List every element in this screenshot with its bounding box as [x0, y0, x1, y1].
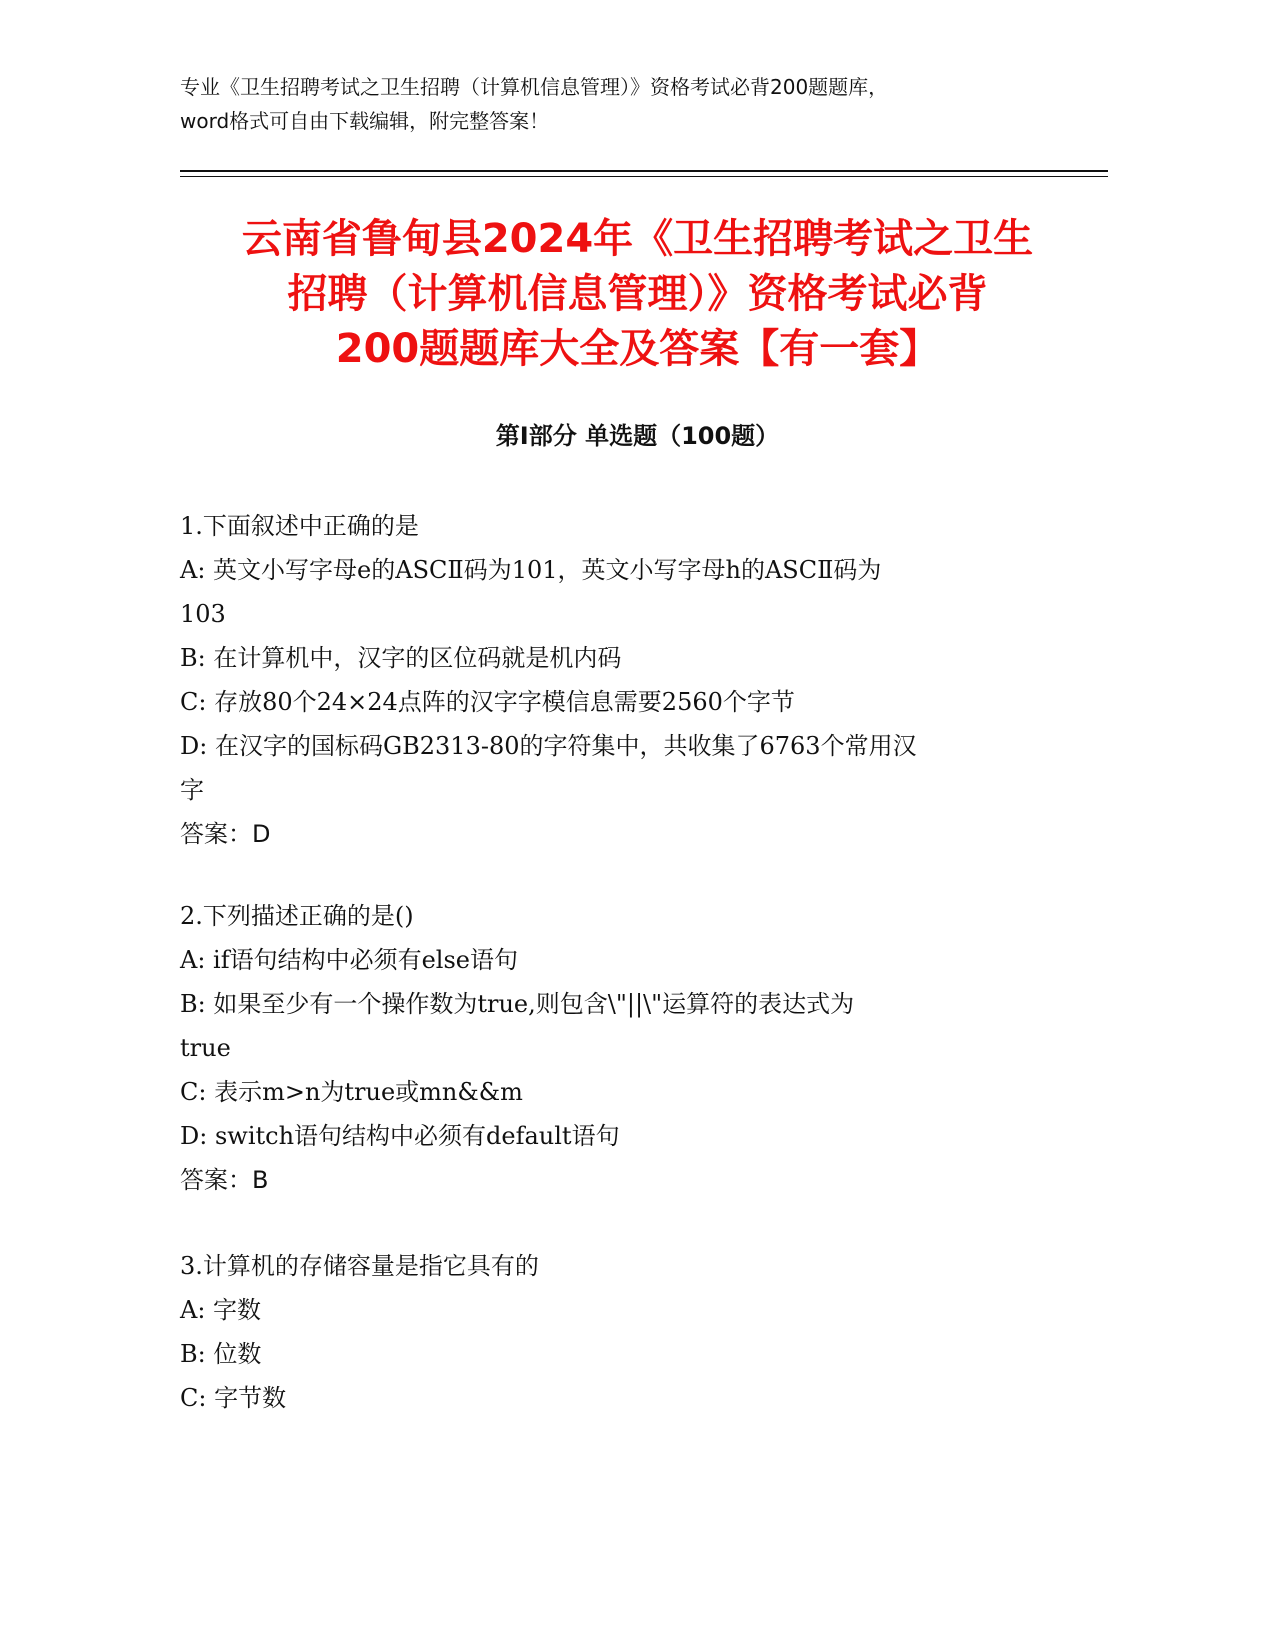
- option-a: A: 字数: [180, 1296, 262, 1324]
- question-stem: 3.计算机的存储容量是指它具有的: [180, 1252, 539, 1280]
- header-rule-thick: [180, 170, 1108, 172]
- title-line-1: 云南省鲁甸县2024年《卫生招聘考试之卫生: [241, 216, 1034, 262]
- header-note: [180, 70, 1110, 138]
- title-line-2: 招聘（计算机信息管理）》资格考试必背: [287, 271, 988, 317]
- option-a: A: 英文小写字母e的ASCⅡ码为101，英文小写字母h的ASCⅡ码为: [180, 556, 882, 584]
- question-stem: 1.下面叙述中正确的是: [180, 512, 419, 540]
- option-b: B: 位数: [180, 1340, 262, 1368]
- option-d-continued: 字: [180, 776, 204, 804]
- option-d: D: switch语句结构中必须有default语句: [180, 1122, 620, 1150]
- section-heading: 第Ⅰ部分 单选题（100题）: [495, 422, 780, 450]
- document-title: [150, 212, 1125, 377]
- option-c: C: 表示m>n为true或mn&&m: [180, 1078, 523, 1106]
- option-b: B: 在计算机中，汉字的区位码就是机内码: [180, 644, 622, 672]
- option-c: C: 字节数: [180, 1384, 287, 1412]
- option-c: C: 存放80个24×24点阵的汉字字模信息需要2560个字节: [180, 688, 795, 716]
- option-a: A: if语句结构中必须有else语句: [180, 946, 519, 974]
- option-a-continued: 103: [180, 600, 226, 628]
- answer: 答案：B: [180, 1166, 269, 1194]
- question-stem: 2.下列描述正确的是(): [180, 902, 414, 930]
- option-b: B: 如果至少有一个操作数为true,则包含\"||\"运算符的表达式为: [180, 990, 855, 1018]
- header-note-line-1: 专业《卫生招聘考试之卫生招聘（计算机信息管理）》资格考试必背200题题库，: [180, 75, 889, 99]
- question-2: [180, 894, 1080, 1202]
- option-d: D: 在汉字的国标码GB2313-80的字符集中，共收集了6763个常用汉: [180, 732, 917, 760]
- question-1: [180, 504, 1080, 856]
- option-b-continued: true: [180, 1034, 231, 1062]
- header-note-line-2: word格式可自由下载编辑，附完整答案！: [180, 109, 550, 133]
- header-rule-thin: [180, 176, 1108, 177]
- answer: 答案：D: [180, 820, 271, 848]
- title-line-3: 200题题库大全及答案【有一套】: [335, 326, 940, 372]
- question-3: [180, 1244, 1080, 1420]
